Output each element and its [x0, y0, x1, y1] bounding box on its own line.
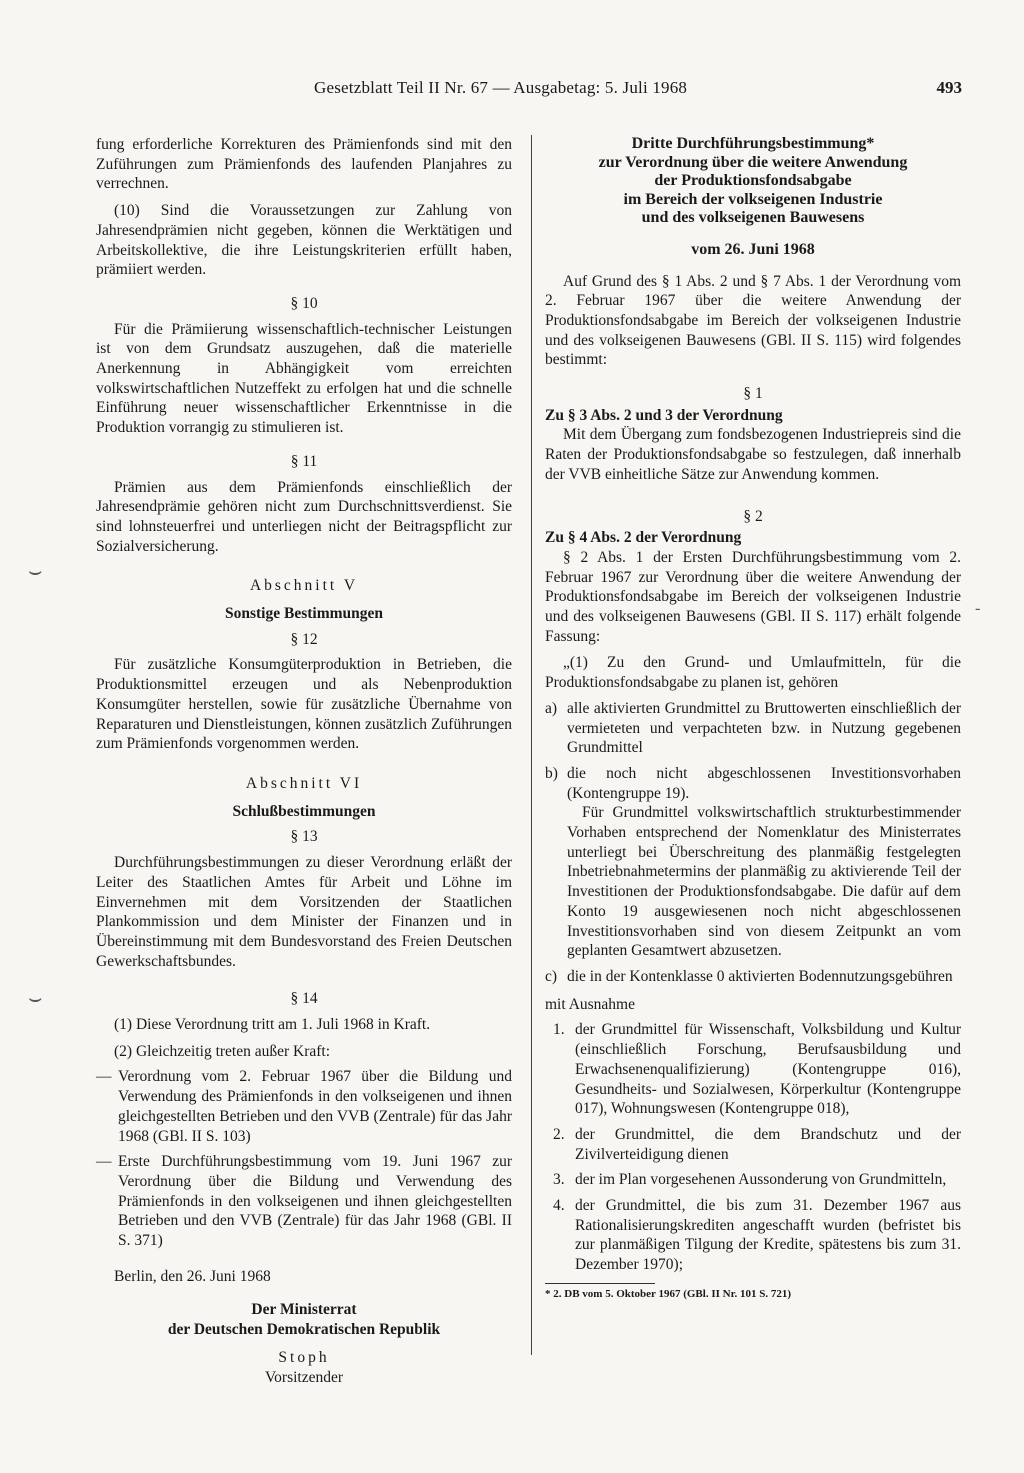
- list-text: der Grundmittel, die bis zum 31. Dezember 1967 aus Rationalisierungskrediten angeschafft wurden (befristet bis zur planmäßigen Tilgung der Kredite, spätestens bis zum 31. Dezember 1970);: [575, 1197, 961, 1274]
- list-text: die in der Kontenklasse 0 aktivierten Bodennutzungsgebühren: [567, 968, 953, 985]
- section-heading: § 13: [290, 828, 318, 846]
- paragraph: (10) Sind die Voraussetzungen zur Zahlung von Jahresendprämien nicht gegeben, können die Werktätigen und Arbeitskollektive, die ihre Leistungskriterien erfüllt haben, prämiiert werden.: [96, 202, 512, 279]
- list-label: 3.: [553, 1171, 565, 1189]
- document-title: Dritte Durchführungsbestimmung*: [631, 135, 875, 152]
- section-heading: § 14: [290, 990, 318, 1008]
- section-subheading: Zu § 3 Abs. 2 und 3 der Verordnung: [545, 406, 783, 424]
- list-label: 4.: [553, 1197, 565, 1215]
- section-heading: § 11: [290, 452, 318, 470]
- place-date: Berlin, den 26. Juni 1968: [114, 1267, 271, 1285]
- section-heading: § 1: [743, 385, 763, 403]
- page-header: [0, 78, 1024, 102]
- list-item: [545, 967, 961, 987]
- document-title: zur Verordnung über die weitere Anwendung: [598, 153, 908, 171]
- list-item: [545, 1125, 961, 1164]
- page-number: 493: [936, 78, 962, 97]
- list-label: c): [545, 968, 558, 985]
- signatory-body: der Deutschen Demokratischen Republik: [167, 1321, 441, 1339]
- margin-mark: -: [975, 600, 981, 617]
- list-label: 1.: [553, 1021, 565, 1039]
- list-item: [545, 1196, 961, 1275]
- section-heading: § 2: [743, 507, 763, 525]
- paragraph: Mit dem Übergang zum fondsbezogenen Industriepreis sind die Raten der Produktionsfondsabgabe so festzulegen, daß innerhalb der VVB einheitliche Sätze zur Anwendung kommen.: [545, 426, 961, 483]
- chapter-heading: Abschnitt VI: [245, 774, 363, 792]
- paragraph: fung erforderliche Korrekturen des Prämienfonds sind mit den Zuführungen zum Prämienfonds des laufenden Planjahres zu verrechnen.: [96, 136, 512, 193]
- paragraph: § 2 Abs. 1 der Ersten Durchführungsbestimmung vom 2. Februar 1967 zur Verordnung über die weitere Anwendung der Produktionsfondsabgabe im Bereich der volkseigenen Industrie und des volkseigenen Bauwesens (GBl. II S. 117) erhält folgende Fassung:: [545, 548, 961, 645]
- paragraph: Für die Prämiierung wissenschaftlich-technischer Leistungen ist von dem Grundsatz auszugehen, daß die materielle Anerkennung in Abhängigkeit vom erreichten volkswirtschaftlichen Nutzeffekt zu erfolgen hat und die schnelle Einführung neuer wissenschaftlicher Erkenntnisse in die Produktion vorrangig zu stimulieren ist.: [96, 320, 512, 437]
- list-text: alle aktivierten Grundmittel zu Bruttowerten einschließlich der vermieteten und verpachteten bzw. in Nutzung gegebenen Grundmittel: [567, 699, 961, 757]
- footnote-rule: [545, 1283, 655, 1284]
- running-header: Gesetzblatt Teil II Nr. 67 — Ausgabetag: 5. Juli 1968: [314, 78, 688, 97]
- document-title: im Bereich der volkseigenen Industrie: [623, 190, 883, 208]
- list-text: der Grundmittel für Wissenschaft, Volksbildung und Kultur (einschließlich Forschung, Berufsausbildung und Erwachsenenqualifizierung) (Kontengruppe 016), Gesundheits- und Sozialwesen, Körperkultur (Kontengruppe 017), Wohnungswesen (Kontengruppe 018),: [575, 1021, 961, 1118]
- list-text: die noch nicht abgeschlossenen Investitionsvorhaben (Kontengruppe 19).: [567, 764, 961, 802]
- repealed-item: — Verordnung vom 2. Februar 1967 über die Bildung und Verwendung des Prämienfonds in den volkseigenen und ihnen gleichgestellten Betrieben und den VVB (Zentrale) für das Jahr 1968 (GBl. II S. 103): [96, 1067, 512, 1146]
- margin-mark: ⌣: [28, 985, 43, 1010]
- chapter-title: Sonstige Bestimmungen: [224, 605, 384, 623]
- paragraph: Durchführungsbestimmungen zu dieser Verordnung erläßt der Leiter des Staatlichen Amtes für Arbeit und Löhne im Einvernehmen mit dem Vorsitzenden der Staatlichen Plankommission und dem Minister der Finanzen und in Übereinstimmung mit dem Bundesvorstand des Freien Deutschen Gewerkschaftsbundes.: [96, 854, 512, 970]
- paragraph: Prämien aus dem Prämienfonds einschließlich der Jahresendprämie gehören nicht zum Durchschnittsverdienst. Sie sind lohnsteuerfrei und unterliegen nicht der Beitragspflicht zur Sozialversicherung.: [96, 478, 512, 555]
- section-heading: § 12: [290, 630, 318, 648]
- document-title: und des volkseigenen Bauwesens: [641, 209, 865, 226]
- document-date: vom 26. Juni 1968: [691, 240, 815, 258]
- right-column: [545, 135, 961, 1300]
- list-item: [545, 1020, 961, 1119]
- signatory-title: Vorsitzender: [264, 1368, 344, 1386]
- list-label: 2.: [553, 1125, 565, 1143]
- repealed-item: — Erste Durchführungsbestimmung vom 19. Juni 1967 zur Verordnung über die Bildung und Verwendung des Prämienfonds in den volkseigenen und ihnen gleichgestellten Betrieben und den VVB (Zentrale) für das Jahr 1968 (GBl. II S. 371): [96, 1152, 512, 1251]
- paragraph: (2) Gleichzeitig treten außer Kraft:: [114, 1042, 331, 1060]
- signatory-name: Stoph: [278, 1348, 330, 1366]
- section-heading: § 10: [290, 294, 318, 312]
- paragraph: „(1) Zu den Grund- und Umlaufmitteln, für die Produktionsfondsabgabe zu planen ist, gehören: [545, 654, 961, 692]
- list-item: [545, 699, 961, 758]
- chapter-heading: Abschnitt V: [249, 577, 359, 595]
- list-label: a): [545, 699, 558, 717]
- paragraph: (1) Diese Verordnung tritt am 1. Juli 1968 in Kraft.: [114, 1016, 431, 1034]
- section-subheading: Zu § 4 Abs. 2 der Verordnung: [545, 529, 742, 547]
- column-divider: [531, 135, 532, 1355]
- list-label: b): [545, 764, 558, 782]
- document-title: der Produktionsfondsabgabe: [654, 172, 852, 189]
- list-item: [545, 1170, 961, 1190]
- list-text: der im Plan vorgesehenen Aussonderung von Grundmitteln,: [575, 1171, 947, 1189]
- paragraph: Für Grundmittel volkswirtschaftlich strukturbestimmender Vorhaben entsprechend der Nomenklatur des Ministerrates unterliegt bei Überschreitung des planmäßig festgelegten Inbetriebnahmetermins der planmäßig zu aktivierende Teil der Investitionen der Produktionsfondsabgabe. Die dafür auf dem Konto 19 ausgewiesenen noch nicht abgeschlossenen Investitionsvorhaben sind von diesem Zeitpunkt an vom geplanten Gesamtwert abzusetzen.: [567, 804, 961, 960]
- left-column: [96, 135, 512, 1387]
- paragraph: Auf Grund des § 1 Abs. 2 und § 7 Abs. 1 der Verordnung vom 2. Februar 1967 über die weitere Anwendung der Produktionsfondsabgabe im Bereich der volkseigenen Industrie und des volkseigenen Bauwesens (GBl. II S. 115) wird folgendes bestimmt:: [545, 272, 961, 369]
- list-text: der Grundmittel, die dem Brandschutz und der Zivilverteidigung dienen: [575, 1125, 961, 1163]
- signatory-body: Der Ministerrat: [251, 1301, 357, 1319]
- paragraph: Für zusätzliche Konsumgüterproduktion in Betrieben, die Produktionsmittel erzeugen und als Nebenproduktion Konsumgüter herstellen, sowie für zusätzliche Übernahme von Reparaturen und Dienstleistungen, können zusätzlich Zuführungen zum Prämienfonds vorgenommen werden.: [96, 656, 512, 753]
- footnote: * 2. DB vom 5. Oktober 1967 (GBl. II Nr. 101 S. 721): [545, 1287, 791, 1300]
- paragraph: mit Ausnahme: [545, 995, 635, 1013]
- list-item: [545, 764, 961, 803]
- margin-mark: ⌣: [28, 558, 43, 583]
- chapter-title: Schlußbestimmungen: [232, 802, 376, 820]
